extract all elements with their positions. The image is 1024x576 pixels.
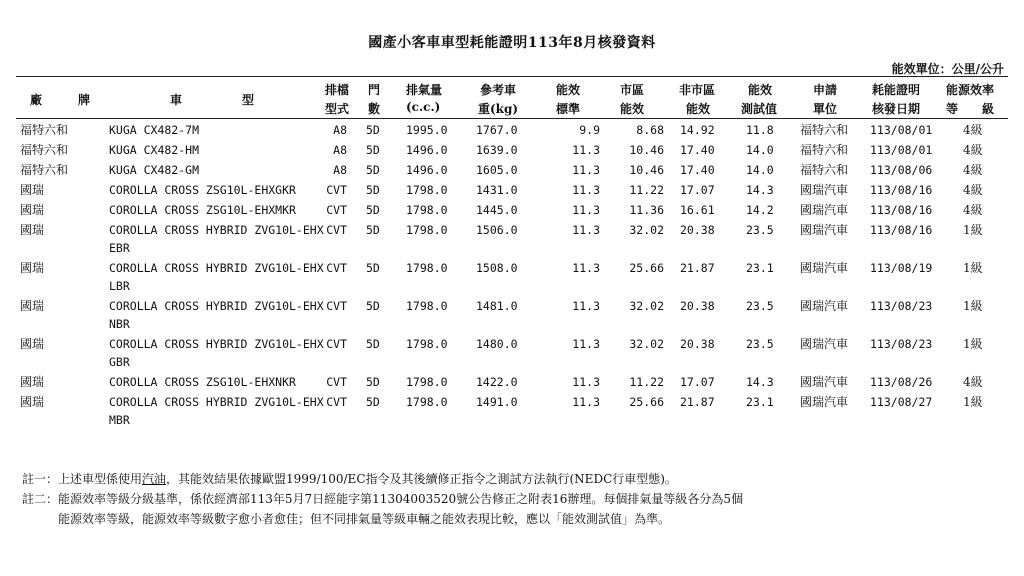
header-test-2: 測試值 [741,102,778,116]
cell-cc: 1798.0 [406,223,448,237]
footnote-2-line-2: 能源效率等級，能源效率等級數字愈小者愈佳；但不同排氣量等級車輛之能效表現比較，應以「能效測試值」為準。 [22,512,671,526]
header-highway-2: 能效 [686,102,711,116]
cell-std: 11.3 [572,299,600,313]
cell-brand: 國瑞 [20,183,45,197]
cell-city: 8.68 [636,123,664,137]
header-gear-2: 型式 [325,102,350,116]
header-applicant-2: 單位 [813,102,838,116]
cell-highway: 16.61 [680,203,715,217]
header-grade-1: 能源效率 [946,83,995,97]
cell-test: 14.0 [746,143,774,157]
cell-brand: 國瑞 [20,203,45,217]
cell-gear: CVT [326,261,347,275]
cell-cc: 1798.0 [406,375,448,389]
cell-weight: 1422.0 [476,375,518,389]
cell-model: COROLLA CROSS HYBRID ZVG10L-EHXLBR [109,261,324,293]
cell-weight: 1491.0 [476,395,518,409]
cell-std: 11.3 [572,203,600,217]
cell-weight: 1431.0 [476,183,518,197]
table-header-rule [16,118,1008,119]
header-date-1: 耗能證明 [872,83,921,97]
cell-date: 113/08/23 [870,337,933,351]
cell-cc: 1798.0 [406,203,448,217]
cell-gear: CVT [326,223,347,237]
cell-doors: 5D [366,395,380,409]
cell-model: KUGA CX482-HM [109,143,200,157]
cell-std: 9.9 [579,123,600,137]
cell-date: 113/08/06 [870,163,933,177]
cell-doors: 5D [366,203,380,217]
cell-grade: 1級 [963,261,983,275]
cell-test: 14.0 [746,163,774,177]
table-row [0,335,1024,373]
cell-applicant: 國瑞汽車 [800,337,849,351]
cell-test: 23.5 [746,337,774,351]
cell-weight: 1481.0 [476,299,518,313]
header-city-1: 市區 [620,83,645,97]
cell-city: 32.02 [629,223,664,237]
cell-brand: 福特六和 [20,163,69,177]
cell-doors: 5D [366,375,380,389]
cell-cc: 1798.0 [406,299,448,313]
cell-applicant: 福特六和 [800,143,849,157]
cell-test: 14.3 [746,183,774,197]
cell-grade: 4級 [963,203,983,217]
cell-gear: CVT [326,203,347,217]
cell-date: 113/08/16 [870,203,933,217]
cell-city: 25.66 [629,261,664,275]
footnote-2-line-1: 註二：能源效率等級分級基準，係依經濟部113年5月7日經能字第11304003520號公告修正之附表16辦理。每個排氣量等級各分為5個 [22,492,744,506]
cell-grade: 4級 [963,183,983,197]
cell-test: 23.5 [746,223,774,237]
cell-brand: 福特六和 [20,143,69,157]
cell-doors: 5D [366,299,380,313]
header-model: 車 型 [170,93,255,107]
cell-date: 113/08/19 [870,261,933,275]
cell-weight: 1480.0 [476,337,518,351]
cell-city: 11.36 [629,203,664,217]
cell-city: 10.46 [629,143,664,157]
cell-model: KUGA CX482-GM [109,163,200,177]
cell-cc: 1798.0 [406,337,448,351]
cell-highway: 21.87 [680,261,715,275]
cell-grade: 4級 [963,143,983,157]
table-row [0,161,1024,181]
cell-highway: 17.07 [680,375,715,389]
table-row [0,181,1024,201]
header-highway-1: 非市區 [679,83,716,97]
footnote-1 [22,469,743,489]
header-weight-1: 參考車 [480,83,517,97]
cell-cc: 1496.0 [406,163,448,177]
footnote-1-fuel: 汽油 [142,472,167,486]
cell-std: 11.3 [572,395,600,409]
footnote-1-suffix: ，其能效結果依據歐盟1999/100/EC指令及其後續修正指令之測試方法執行(NEDC行車型態)。 [166,472,677,486]
cell-model: KUGA CX482-7M [109,123,200,137]
cell-cc: 1995.0 [406,123,448,137]
cell-model: COROLLA CROSS ZSG10L-EHXNKR [109,375,296,389]
cell-city: 11.22 [629,183,664,197]
cell-cc: 1798.0 [406,395,448,409]
cell-date: 113/08/16 [870,223,933,237]
cell-highway: 17.40 [680,143,715,157]
cell-model: COROLLA CROSS HYBRID ZVG10L-EHXMBR [109,395,324,427]
cell-cc: 1798.0 [406,261,448,275]
cell-weight: 1639.0 [476,143,518,157]
cell-brand: 國瑞 [20,375,45,389]
cell-city: 25.66 [629,395,664,409]
cell-model: COROLLA CROSS HYBRID ZVG10L-EHXNBR [109,299,324,331]
header-cc-1: 排氣量 [406,83,443,97]
table-row [0,121,1024,141]
cell-gear: CVT [326,337,347,351]
page-title: 國產小客車車型耗能證明113年8月核發資料 [368,35,656,51]
cell-city: 32.02 [629,337,664,351]
cell-weight: 1445.0 [476,203,518,217]
header-door-2: 數 [368,102,381,116]
cell-test: 14.3 [746,375,774,389]
cell-city: 32.02 [629,299,664,313]
cell-highway: 17.40 [680,163,715,177]
cell-grade: 4級 [963,163,983,177]
cell-model: COROLLA CROSS HYBRID ZVG10L-EHXEBR [109,223,324,255]
cell-applicant: 國瑞汽車 [800,375,849,389]
cell-test: 14.2 [746,203,774,217]
cell-brand: 國瑞 [20,395,45,409]
cell-gear: CVT [326,183,347,197]
cell-highway: 21.87 [680,395,715,409]
header-std-2: 標準 [556,102,581,116]
cell-doors: 5D [366,143,380,157]
cell-brand: 國瑞 [20,261,45,275]
header-door-1: 門 [368,83,381,97]
cell-date: 113/08/01 [870,123,933,137]
cell-gear: CVT [326,375,347,389]
cell-weight: 1767.0 [476,123,518,137]
cell-std: 11.3 [572,337,600,351]
cell-weight: 1605.0 [476,163,518,177]
cell-std: 11.3 [572,163,600,177]
header-gear-1: 排檔 [325,83,350,97]
cell-test: 23.5 [746,299,774,313]
cell-highway: 14.92 [680,123,715,137]
cell-grade: 4級 [963,375,983,389]
cell-gear: CVT [326,299,347,313]
cell-brand: 福特六和 [20,123,69,137]
cell-brand: 國瑞 [20,299,45,313]
header-grade-2: 等 級 [946,102,995,116]
cell-test: 23.1 [746,261,774,275]
cell-test: 11.8 [746,123,774,137]
footnote-1-prefix: 註一：上述車型係使用 [22,472,143,486]
cell-doors: 5D [366,123,380,137]
table-row [0,297,1024,335]
header-weight-2: 重(kg) [478,102,519,116]
unit-label: 能效單位：公里/公升 [891,62,1004,76]
header-city-2: 能效 [620,102,645,116]
cell-grade: 1級 [963,395,983,409]
cell-cc: 1798.0 [406,183,448,197]
cell-applicant: 國瑞汽車 [800,203,849,217]
table-row [0,393,1024,431]
cell-doors: 5D [366,261,380,275]
cell-grade: 1級 [963,337,983,351]
cell-doors: 5D [366,183,380,197]
cell-applicant: 國瑞汽車 [800,261,849,275]
table-top-rule [16,76,1008,77]
cell-model: COROLLA CROSS ZSG10L-EHXMKR [109,203,296,217]
cell-city: 10.46 [629,163,664,177]
cell-applicant: 國瑞汽車 [800,299,849,313]
cell-std: 11.3 [572,375,600,389]
cell-date: 113/08/23 [870,299,933,313]
cell-applicant: 國瑞汽車 [800,183,849,197]
cell-weight: 1506.0 [476,223,518,237]
header-applicant-1: 申請 [813,83,838,97]
cell-applicant: 國瑞汽車 [800,395,849,409]
cell-applicant: 福特六和 [800,163,849,177]
table-row [0,141,1024,161]
cell-highway: 17.07 [680,183,715,197]
cell-grade: 1級 [963,299,983,313]
cell-model: COROLLA CROSS HYBRID ZVG10L-EHXGBR [109,337,324,369]
cell-grade: 4級 [963,123,983,137]
table-body [0,121,1024,431]
cell-std: 11.3 [572,183,600,197]
header-cc-2: (c.c.) [406,100,441,114]
cell-test: 23.1 [746,395,774,409]
cell-doors: 5D [366,223,380,237]
cell-doors: 5D [366,163,380,177]
cell-weight: 1508.0 [476,261,518,275]
table-row [0,201,1024,221]
cell-gear: A8 [333,123,347,137]
cell-city: 11.22 [629,375,664,389]
cell-date: 113/08/26 [870,375,933,389]
cell-gear: CVT [326,395,347,409]
cell-highway: 20.38 [680,337,715,351]
header-test-1: 能效 [748,83,773,97]
cell-date: 113/08/01 [870,143,933,157]
table-row [0,259,1024,297]
table-row [0,221,1024,259]
header-std-1: 能效 [556,83,581,97]
cell-grade: 1級 [963,223,983,237]
cell-model: COROLLA CROSS ZSG10L-EHXGKR [109,183,296,197]
cell-std: 11.3 [572,143,600,157]
cell-applicant: 國瑞汽車 [800,223,849,237]
cell-date: 113/08/27 [870,395,933,409]
cell-doors: 5D [366,337,380,351]
cell-highway: 20.38 [680,223,715,237]
cell-std: 11.3 [572,261,600,275]
cell-date: 113/08/16 [870,183,933,197]
cell-brand: 國瑞 [20,223,45,237]
header-brand: 廠 牌 [30,93,91,107]
cell-highway: 20.38 [680,299,715,313]
cell-std: 11.3 [572,223,600,237]
cell-cc: 1496.0 [406,143,448,157]
footnotes [22,469,743,529]
cell-applicant: 福特六和 [800,123,849,137]
table-row [0,373,1024,393]
cell-gear: A8 [333,163,347,177]
header-date-2: 核發日期 [872,102,921,116]
cell-gear: A8 [333,143,347,157]
cell-brand: 國瑞 [20,337,45,351]
